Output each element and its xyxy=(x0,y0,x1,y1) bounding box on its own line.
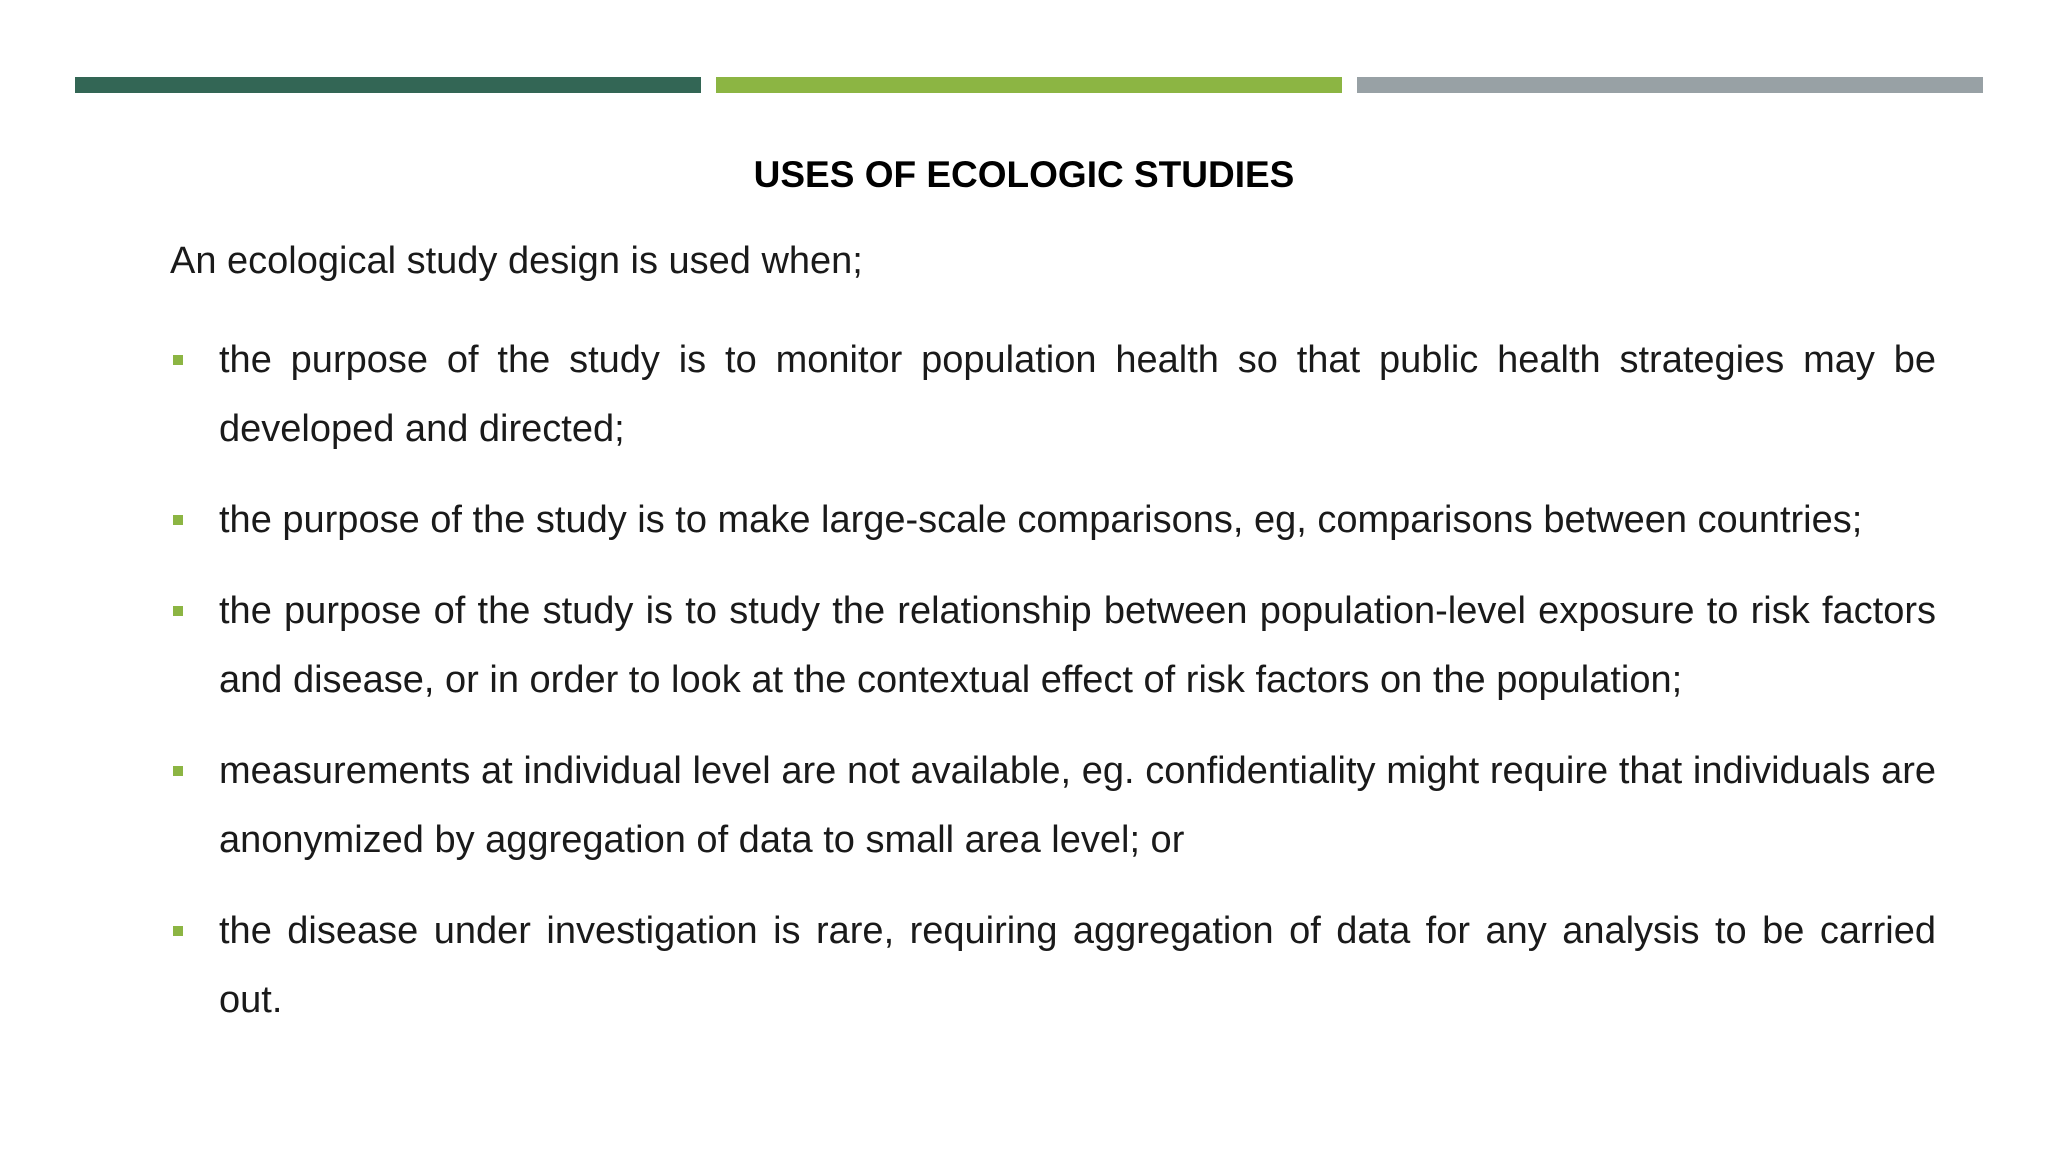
bullet-text: the purpose of the study is to study the relationship between population-level exposure to risk factors and disease, or in order to look at the contextual effect of risk factors on the population; xyxy=(219,590,1936,701)
bullet-item xyxy=(170,486,1936,555)
square-bullet-icon xyxy=(173,606,183,616)
bullet-item xyxy=(170,737,1936,875)
square-bullet-icon xyxy=(173,766,183,776)
bullet-text: the purpose of the study is to make large-scale comparisons, eg, comparisons between countries; xyxy=(219,499,1863,541)
square-bullet-icon xyxy=(173,515,183,525)
square-bullet-icon xyxy=(173,926,183,936)
accent-bar-dark-green xyxy=(75,77,701,93)
bullet-item xyxy=(170,326,1936,464)
bullet-text: the purpose of the study is to monitor population health so that public health strategies may be developed and directed; xyxy=(219,339,1936,450)
bullet-text: the disease under investigation is rare, requiring aggregation of data for any analysis to be carried out. xyxy=(219,910,1936,1021)
slide-title: USES OF ECOLOGIC STUDIES xyxy=(753,154,1295,195)
accent-bar-light-green xyxy=(716,77,1342,93)
bullet-text: measurements at individual level are not available, eg. confidentiality might require that individuals are anonymized by aggregation of data to small area level; or xyxy=(219,750,1936,861)
bullet-list xyxy=(170,326,1936,1057)
accent-bar-gray xyxy=(1357,77,1983,93)
header-accent-bars xyxy=(75,77,1983,93)
bullet-item xyxy=(170,577,1936,715)
square-bullet-icon xyxy=(173,355,183,365)
bullet-item xyxy=(170,897,1936,1035)
intro-text: An ecological study design is used when; xyxy=(170,240,863,282)
